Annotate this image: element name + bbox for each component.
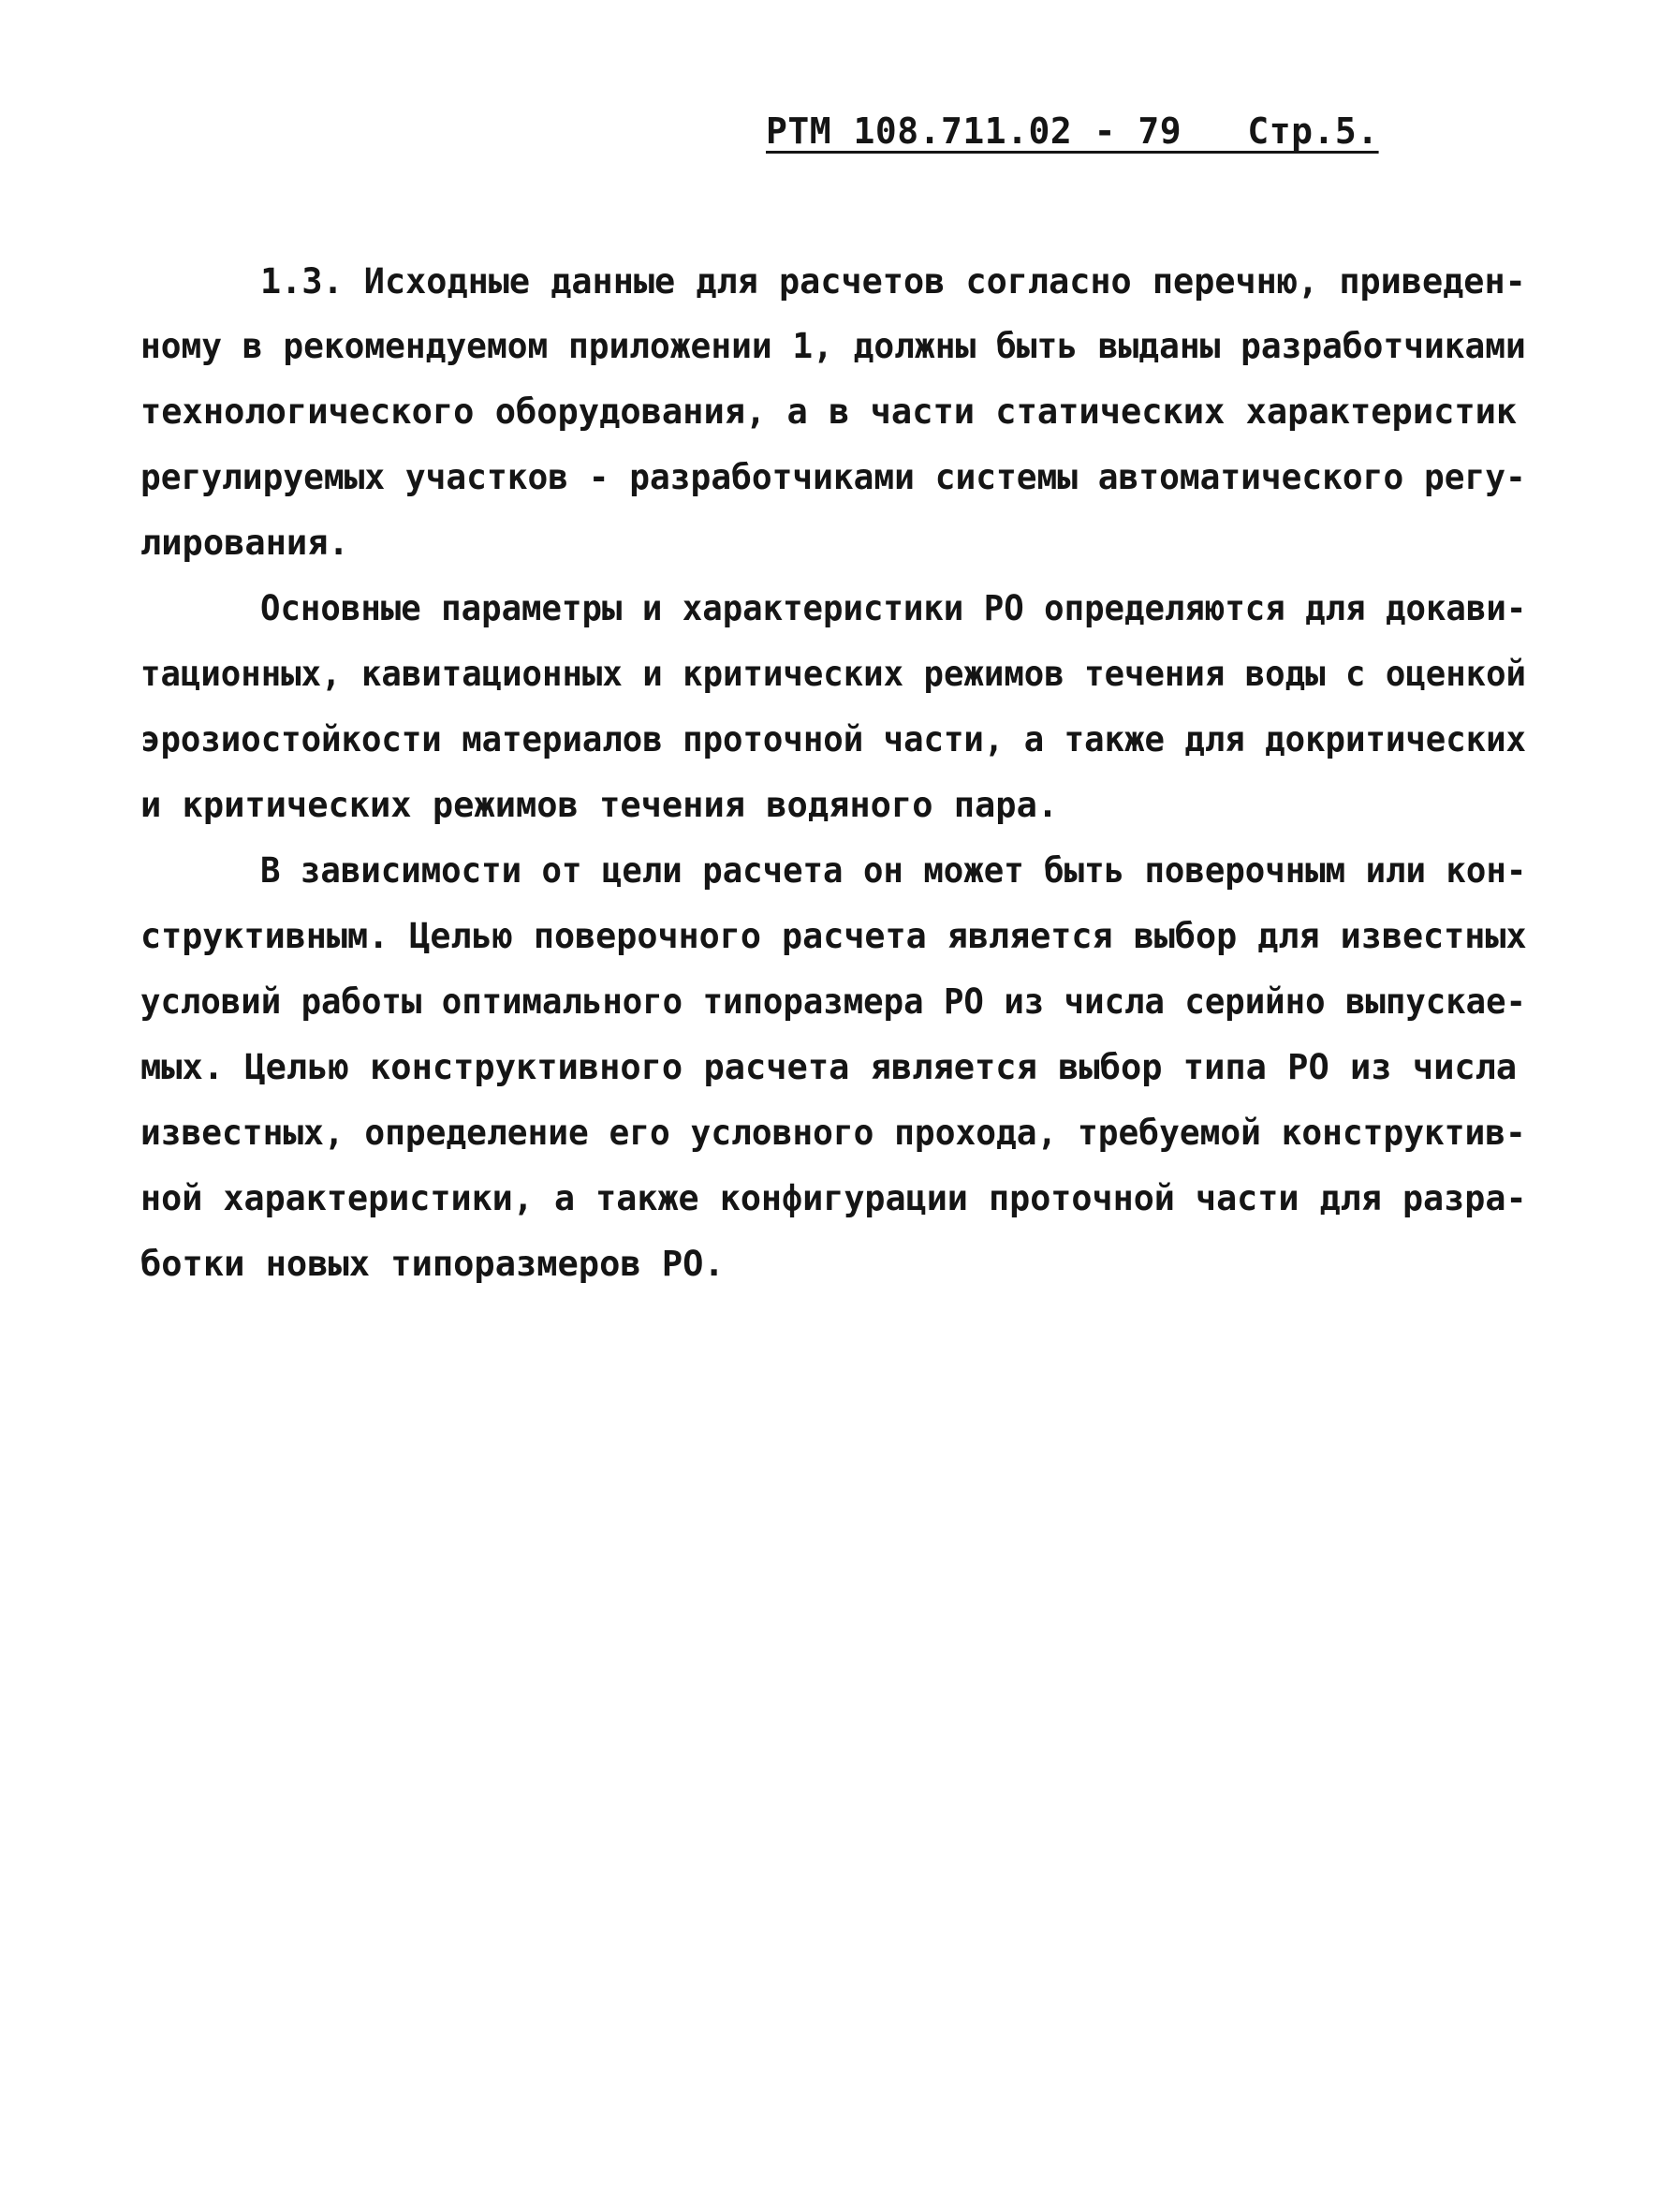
body-line: тационных, кавитационных и критических режимов течения воды с оценкой	[140, 654, 1527, 694]
body-line: ной характеристики, а также конфигурации проточной части для разра-	[140, 1178, 1527, 1218]
body-line: ботки новых типоразмеров РО.	[140, 1244, 725, 1284]
body-line: лирования.	[140, 523, 349, 563]
page-header: РТМ 108.711.02 - 79 Стр.5.	[766, 111, 1379, 152]
body-line: ному в рекомендуемом приложении 1, должны быть выданы разработчиками	[140, 326, 1526, 366]
body-line: В зависимости от цели расчета он может быть поверочным или кон-	[260, 850, 1527, 891]
body-line: технологического оборудования, а в части статических характеристик	[140, 391, 1518, 432]
body-line: структивным. Целью поверочного расчета является выбор для известных	[140, 916, 1527, 956]
body-line: мых. Целью конструктивного расчета является выбор типа РО из числа	[140, 1047, 1518, 1087]
body-line: эрозиостойкости материалов проточной части, а также для докритических	[140, 719, 1527, 759]
body-line: и критических режимов течения водяного пара.	[140, 785, 1059, 825]
body-line: условий работы оптимального типоразмера РО из числа серийно выпускае-	[140, 981, 1527, 1022]
body-line: регулируемых участков - разработчиками системы автоматического регу-	[140, 457, 1526, 497]
body-line: Основные параметры и характеристики РО определяются для докави-	[260, 588, 1527, 628]
body-line: 1.3. Исходные данные для расчетов согласно перечню, приведен-	[260, 261, 1526, 302]
body-line: известных, определение его условного прохода, требуемой конструктив-	[140, 1113, 1526, 1153]
